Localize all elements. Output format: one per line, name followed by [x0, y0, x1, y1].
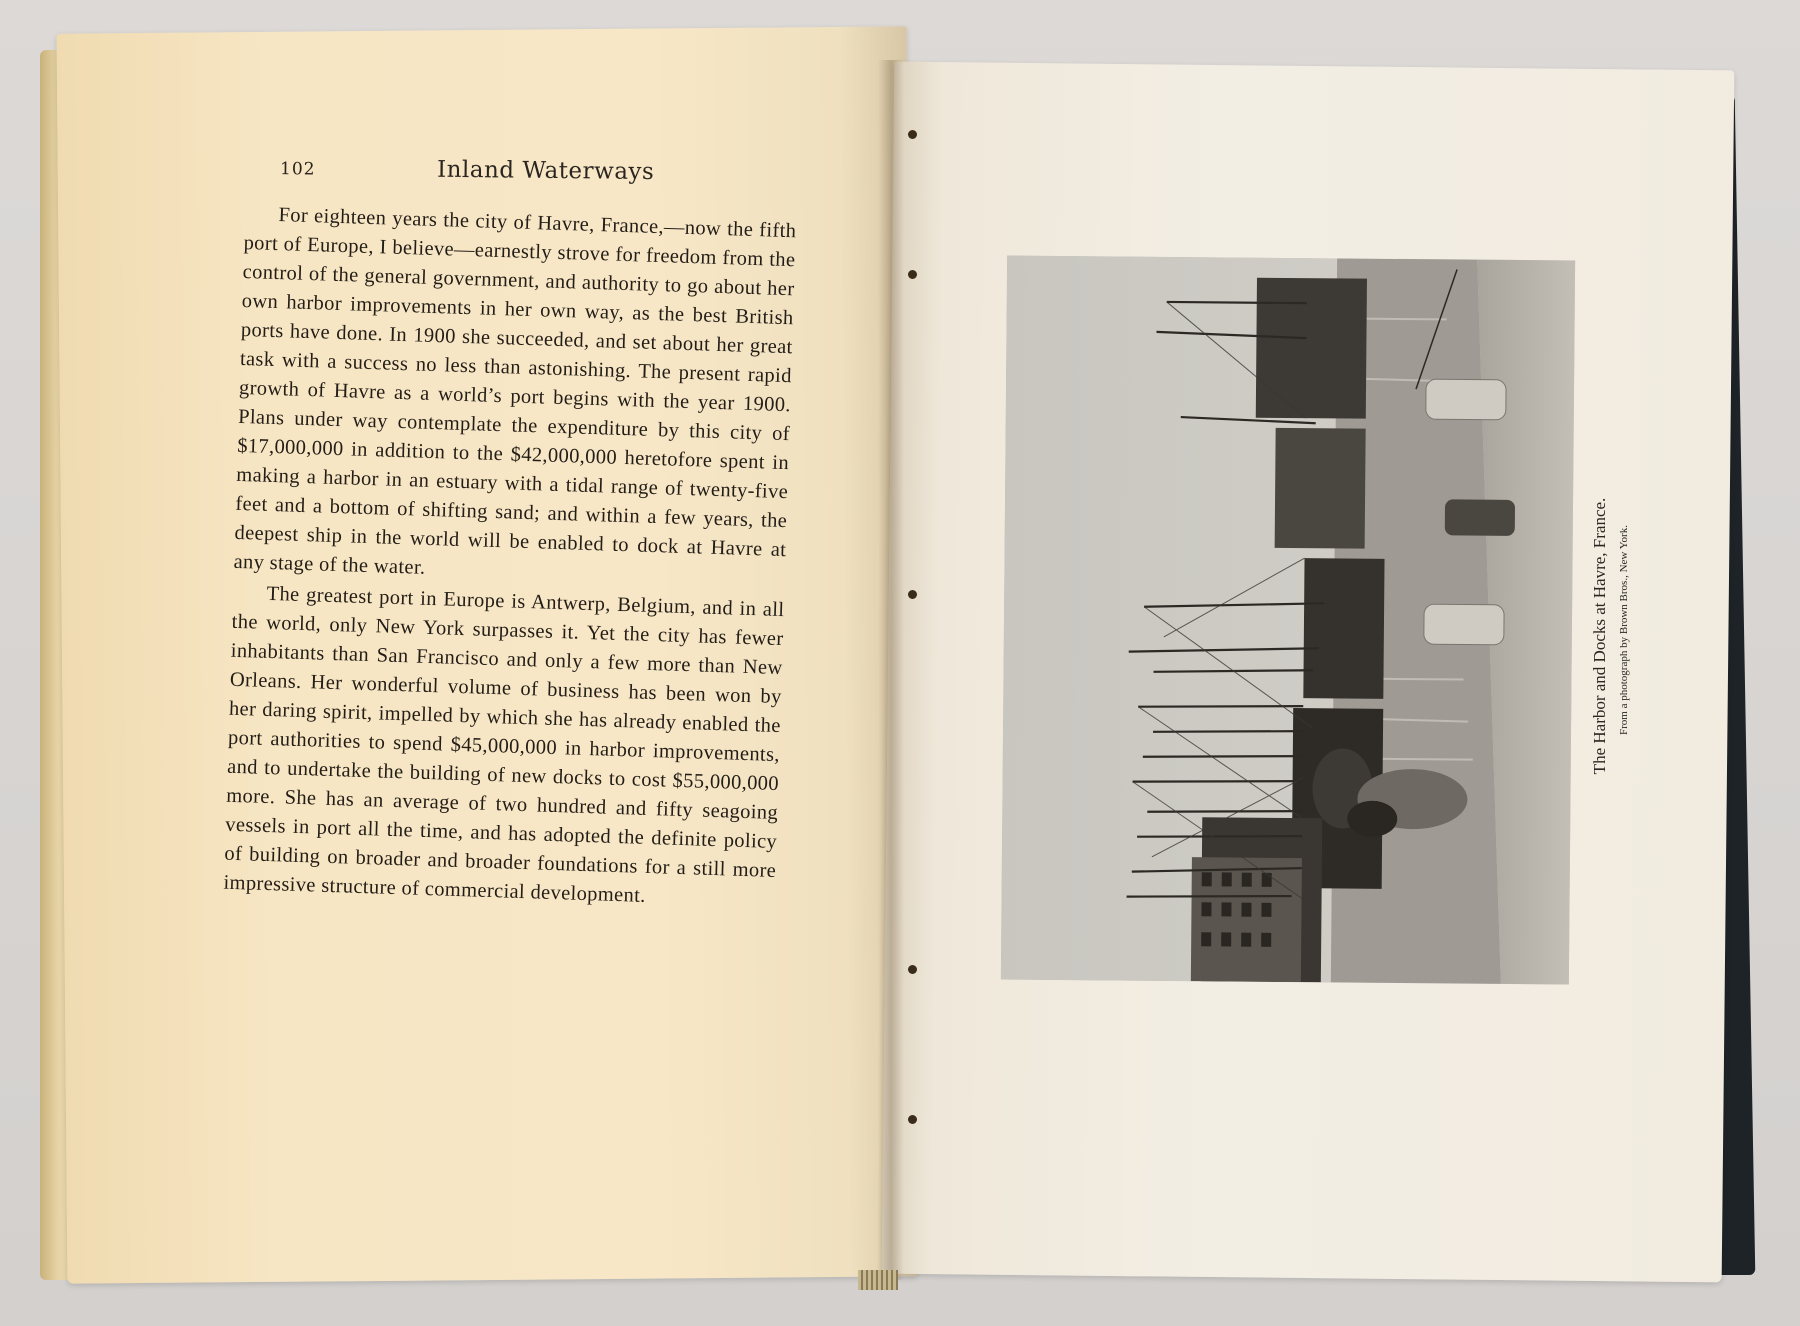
running-head: Inland Waterways	[436, 156, 655, 185]
caption-title: The Harbor and Docks at Havre, France.	[1590, 497, 1609, 775]
photo-caption	[1590, 478, 1646, 794]
binding-stitch	[908, 270, 917, 279]
harbor-photograph	[1001, 256, 1575, 985]
paragraph: For eighteen years the city of Havre, France,—now the fifth port of Europe, I believe—earnestly strove for freedom from the control of the general government, and authority to go about her own harbor improvements in her own way, as the best British ports have done. In 1900 she succeeded, and set about her great task with a success no less than astonishing. The present rapid growth of Havre as a world’s port begins with the year 1900. Plans under way contemplate the expenditure by this city of $17,000,000 in addition to the $42,000,000 heretofore spent in making a harbor in an estuary with a tidal range of twenty-five feet and a bottom of shifting sand; and within a few years, the deepest ship in the world will be enabled to dock at Havre at any stage of the water.	[233, 204, 797, 579]
page-number: 102	[279, 159, 316, 180]
spine-headband	[858, 1270, 898, 1290]
binding-stitch	[908, 965, 917, 974]
body-text	[223, 200, 797, 915]
binding-stitch	[908, 590, 917, 599]
binding-stitch	[908, 1115, 917, 1124]
harbor-photo-illustration	[1001, 256, 1575, 985]
binding-stitch	[908, 130, 917, 139]
book-gutter	[878, 60, 904, 1280]
page-header	[280, 155, 840, 201]
caption-credit: From a photograph by Brown Bros., New York.	[1618, 525, 1630, 735]
paragraph: The greatest port in Europe is Antwerp, Belgium, and in all the world, only New York surpasses it. Yet the city has fewer inhabitants than San Francisco and only a few more than New Orleans. Her wonderful volume of business has been won by her daring spirit, impelled by which she has already enabled the port authorities to spend $45,000,000 in harbor improvements, and to undertake the building of new docks to cost $55,000,000 more. She has an average of two hundred and fifty seagoing vessels in port all the time, and has adopted the definite policy of building on broader and broader foundations for a still more impressive structure of commercial development.	[223, 582, 785, 907]
